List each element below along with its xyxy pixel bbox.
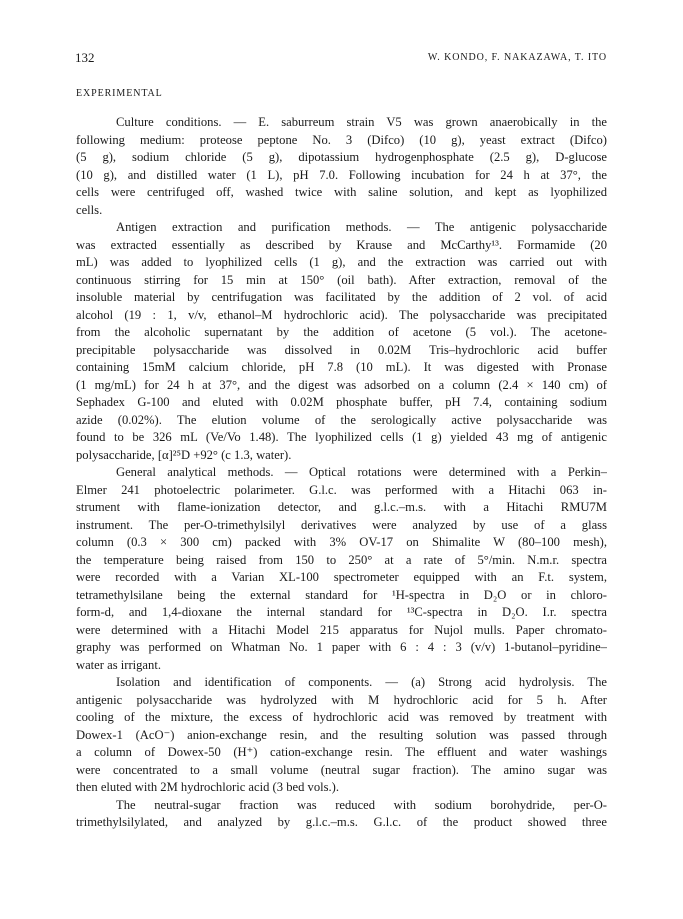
paragraph-line: were determined with a Hitachi Model 215 apparatus for Nujol mulls. Paper chromato-: [76, 622, 607, 637]
paragraph-line: cooling of the mixture, the excess of hydrochloric acid was removed by treatment with: [76, 710, 607, 724]
paragraph-line: azide (0.02%). The elution volume of the serologically active polysaccharide was: [76, 412, 607, 427]
paragraph-line: graphy was performed on Whatman No. 1 paper with 6 : 4 : 3 (v/v) 1-butanol–pyridine–: [76, 640, 607, 654]
paragraph-line: trimethylsilylated, and analyzed by g.l.c.–m.s. G.l.c. of the product showed three: [76, 815, 607, 829]
paragraph-line: Sephadex G-100 and eluted with 0.02M phosphate buffer, pH 7.4, containing sodium: [76, 395, 607, 409]
paragraph-line: were concentrated to a small volume (neutral sugar fraction). The amino sugar was: [76, 762, 607, 777]
paragraph-line: (10 g), and distilled water (1 L), pH 7.0. Following incubation for 24 h at 37°, the: [76, 167, 607, 182]
paragraph-line: following medium: proteose peptone No. 3 (Difco) (10 g), yeast extract (Difco): [76, 132, 607, 147]
paragraph-line: Elmer 241 photoelectric polarimeter. G.l.c. was performed with a Hitachi 063 in-: [76, 482, 607, 497]
body-text: [76, 114, 607, 832]
paragraph-line: column (0.3 × 300 cm) packed with 3% OV-17 on Shimalite W (80–100 mesh),: [76, 535, 607, 549]
page-number: 132: [75, 50, 95, 65]
paragraph-line: were recorded with a Varian XL-100 spectrometer equipped with an F.t. system,: [76, 570, 607, 584]
paragraph-line: (1 mg/mL) for 24 h at 37°, and the digest was adsorbed on a column (2.4 × 140 cm) of: [76, 377, 607, 392]
paragraph-line: instrument. The per-O-trimethylsilyl derivatives were analyzed by use of a glass: [76, 517, 607, 532]
paragraph-line: Dowex-1 (AcO⁻) anion-exchange resin, and the resulting solution was passed through: [76, 727, 607, 742]
paragraph-line: alcohol (19 : 1, v/v, ethanol–M hydrochloric acid). The polysaccharide was precipitated: [76, 307, 607, 322]
paragraph-line: strument with flame-ionization detector, and g.l.c.–m.s. with a Hitachi RMU7M: [76, 500, 607, 514]
paragraph-line: mL) was added to lyophilized cells (1 g), and the extraction was carried out with: [76, 255, 607, 269]
paragraph-line: form-d, and 1,4-dioxane the internal standard for ¹³C-spectra in D₂O. I.r. spectra: [76, 605, 607, 619]
paragraph-line: cells.: [76, 202, 103, 217]
paragraph-line: precipitable polysaccharide was dissolved in 0.02M Tris–hydrochloric acid buffer: [76, 342, 607, 357]
paragraph-line: was extracted essentially as described by Krause and McCarthy¹³. Formamide (20: [76, 237, 607, 252]
paragraph-line: from the alcoholic supernatant by the addition of acetone (5 vol.). The acetone-: [76, 325, 607, 339]
paragraph-line: insoluble material by centrifugation was facilitated by the addition of 2 vol. of acid: [76, 290, 607, 304]
paragraph-line: continuous stirring for 15 min at 150° (oil bath). After extraction, removal of the: [76, 272, 607, 287]
paragraph-line: found to be 326 mL (Ve/Vo 1.48). The lyophilized cells (1 g) yielded 43 mg of antigenic: [76, 430, 607, 444]
paragraph-line: Culture conditions. — E. saburreum strain V5 was grown anaerobically in the: [116, 115, 607, 129]
paragraph-line: the temperature being raised from 150 to 250° at a rate of 5°/min. N.m.r. spectra: [76, 552, 607, 567]
paragraph-line: General analytical methods. — Optical rotations were determined with a Perkin–: [116, 465, 607, 479]
paragraph-line: (5 g), sodium chloride (5 g), dipotassium hydrogenphosphate (2.5 g), D-glucose: [76, 150, 607, 164]
paragraph-line: containing 15mM calcium chloride, pH 7.8 (10 mL). It was digested with Pronase: [76, 360, 607, 374]
paragraph-line: a column of Dowex-50 (H⁺) cation-exchange resin. The effluent and water washings: [76, 745, 607, 759]
paragraph-line: cells were centrifuged off, washed twice with saline solution, and kept as lyophilized: [76, 185, 607, 199]
paragraph-line: water as irrigant.: [76, 657, 161, 672]
paragraph-line: Antigen extraction and purification methods. — The antigenic polysaccharide: [116, 220, 607, 234]
paragraph-line: Isolation and identification of components. — (a) Strong acid hydrolysis. The: [116, 675, 607, 689]
paragraph-line: antigenic polysaccharide was hydrolyzed with M hydrochloric acid for 5 h. After: [76, 692, 607, 707]
paragraph-line: polysaccharide, [α]²⁵D +92° (c 1.3, water).: [76, 447, 292, 462]
section-title: EXPERIMENTAL: [76, 88, 163, 99]
paragraph-line: tetramethylsilane being the external standard for ¹H-spectra in D₂O or in chloro-: [76, 587, 607, 602]
paragraph-line: then eluted with 2M hydrochloric acid (3 bed vols.).: [76, 780, 340, 794]
paragraph-line: The neutral-sugar fraction was reduced with sodium borohydride, per-O-: [116, 797, 607, 812]
running-header-authors: W. KONDO, F. NAKAZAWA, T. ITO: [427, 52, 607, 63]
